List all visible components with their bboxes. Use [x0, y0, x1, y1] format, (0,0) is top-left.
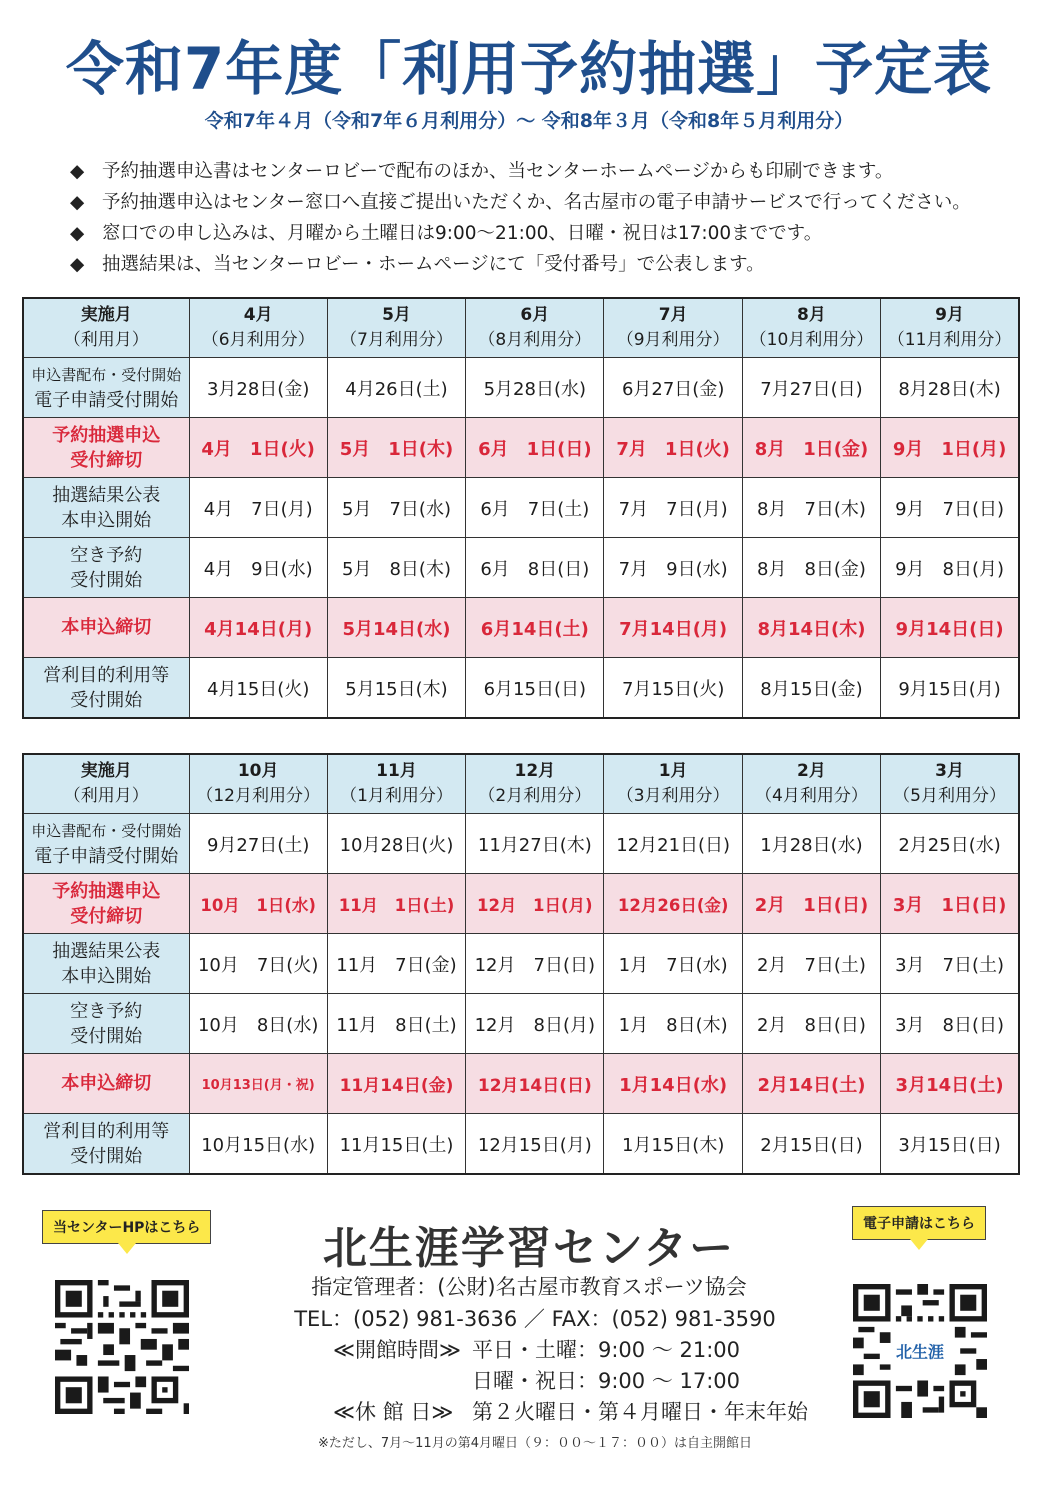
table-cell: 6月14日(土)	[466, 598, 604, 658]
table-cell: 1月 8日(木)	[604, 994, 742, 1054]
table-cell: 9月 1日(月)	[881, 418, 1019, 478]
month-header: 12月 （2月利用分）	[466, 754, 604, 814]
manager-text: 指定管理者：(公財)名古屋市教育スポーツ協会	[311, 1275, 747, 1299]
table-cell: 7月15日(火)	[604, 658, 742, 719]
table-cell: 10月15日(水)	[189, 1114, 327, 1175]
table-cell: 8月15日(金)	[742, 658, 880, 719]
month-header: 3月 （5月利用分）	[881, 754, 1019, 814]
month-header: 6月 （8月利用分）	[466, 298, 604, 358]
note-item: ◆ 抽選結果は、当センターロビー・ホームページにて「受付番号」で公表します。	[70, 249, 1030, 280]
table-cell: 10月13日(月・祝)	[189, 1054, 327, 1114]
month-header: 8月 （10月利用分）	[742, 298, 880, 358]
month-header: 5月 （7月利用分）	[327, 298, 465, 358]
table-row	[23, 1114, 1019, 1175]
table-row	[23, 814, 1019, 874]
table-cell: 10月 8日(水)	[189, 994, 327, 1054]
table-cell: 11月 1日(土)	[327, 874, 465, 934]
table-cell: 11月14日(金)	[327, 1054, 465, 1114]
table-cell: 11月15日(土)	[327, 1114, 465, 1175]
month-header: 7月 （9月利用分）	[604, 298, 742, 358]
table-cell: 8月28日(木)	[881, 358, 1019, 418]
table-cell: 6月 8日(日)	[466, 538, 604, 598]
table-cell: 1月28日(水)	[742, 814, 880, 874]
hours-weekday: 平日・土曜：9:00 ～ 21:00	[472, 1338, 741, 1362]
table-cell: 10月28日(火)	[327, 814, 465, 874]
row-label: 本申込締切	[23, 1054, 189, 1114]
month-header: 4月 （6月利用分）	[189, 298, 327, 358]
diamond-bullet-icon: ◆	[70, 192, 85, 213]
table-cell: 2月 1日(日)	[742, 874, 880, 934]
table-cell: 2月14日(土)	[742, 1054, 880, 1114]
table-cell: 4月 7日(月)	[189, 478, 327, 538]
table-cell: 4月 9日(水)	[189, 538, 327, 598]
hours-label: ≪開館時間≫	[333, 1338, 461, 1362]
table-cell: 11月 8日(土)	[327, 994, 465, 1054]
diamond-bullet-icon: ◆	[70, 223, 85, 244]
table-cell: 3月 1日(日)	[881, 874, 1019, 934]
row-label: 予約抽選申込 受付締切	[23, 418, 189, 478]
table-cell: 4月15日(火)	[189, 658, 327, 719]
table-cell: 7月27日(日)	[742, 358, 880, 418]
table-cell: 5月15日(木)	[327, 658, 465, 719]
row-label: 空き予約 受付開始	[23, 994, 189, 1054]
table-cell: 3月28日(金)	[189, 358, 327, 418]
table-row	[23, 478, 1019, 538]
row-label: 予約抽選申込 受付締切	[23, 874, 189, 934]
table-cell: 8月 8日(金)	[742, 538, 880, 598]
table-cell: 5月14日(水)	[327, 598, 465, 658]
table-cell: 1月14日(水)	[604, 1054, 742, 1114]
table-header-row	[23, 754, 1019, 814]
table-row	[23, 658, 1019, 719]
table-row-highlight	[23, 598, 1019, 658]
table-row-highlight	[23, 418, 1019, 478]
table-cell: 7月14日(月)	[604, 598, 742, 658]
table-cell: 3月14日(土)	[881, 1054, 1019, 1114]
table-cell: 2月25日(水)	[881, 814, 1019, 874]
closed-days: 第２火曜日・第４月曜日・年末年始	[472, 1400, 808, 1424]
table-cell: 2月 7日(土)	[742, 934, 880, 994]
month-header: 2月 （4月利用分）	[742, 754, 880, 814]
row-label: 申込書配布・受付開始 電子申請受付開始	[23, 358, 189, 418]
table-cell: 2月15日(日)	[742, 1114, 880, 1175]
table-cell: 10月 7日(火)	[189, 934, 327, 994]
table-cell: 5月 7日(水)	[327, 478, 465, 538]
table-row	[23, 994, 1019, 1054]
table-row-highlight	[23, 1054, 1019, 1114]
table-cell: 12月 1日(月)	[466, 874, 604, 934]
table-cell: 9月 8日(月)	[881, 538, 1019, 598]
table-cell: 7月 7日(月)	[604, 478, 742, 538]
row-label: 抽選結果公表 本申込開始	[23, 934, 189, 994]
table-cell: 6月 1日(日)	[466, 418, 604, 478]
schedule-table-first-half	[22, 297, 1020, 719]
corner-header: 実施月 （利用月）	[23, 754, 189, 814]
diamond-bullet-icon: ◆	[70, 161, 85, 182]
row-label: 営利目的利用等 受付開始	[23, 1114, 189, 1175]
row-label: 空き予約 受付開始	[23, 538, 189, 598]
table-cell: 1月15日(木)	[604, 1114, 742, 1175]
table-cell: 7月 1日(火)	[604, 418, 742, 478]
table-cell: 12月14日(日)	[466, 1054, 604, 1114]
table-cell: 9月15日(月)	[881, 658, 1019, 719]
table-cell: 4月26日(土)	[327, 358, 465, 418]
table-cell: 12月15日(月)	[466, 1114, 604, 1175]
table-cell: 12月 8日(月)	[466, 994, 604, 1054]
table-cell: 11月 7日(金)	[327, 934, 465, 994]
corner-header: 実施月 （利用月）	[23, 298, 189, 358]
note-item: ◆ 予約抽選申込書はセンターロビーで配布のほか、当センターホームページからも印刷できます。	[70, 156, 1030, 187]
table-cell: 6月27日(金)	[604, 358, 742, 418]
notes-list	[70, 156, 1030, 280]
row-label: 本申込締切	[23, 598, 189, 658]
table-cell: 7月 9日(水)	[604, 538, 742, 598]
table-cell: 4月14日(月)	[189, 598, 327, 658]
hours-holiday: 日曜・祝日：9:00 ～ 17:00	[472, 1369, 741, 1393]
row-label: 抽選結果公表 本申込開始	[23, 478, 189, 538]
table-cell: 9月27日(土)	[189, 814, 327, 874]
table-cell: 6月15日(日)	[466, 658, 604, 719]
contact-text: TEL：(052) 981-3636 ／ FAX：(052) 981-3590	[294, 1307, 776, 1331]
diamond-bullet-icon: ◆	[70, 254, 85, 275]
table-cell: 12月 7日(日)	[466, 934, 604, 994]
month-header: 9月 （11月利用分）	[881, 298, 1019, 358]
table-cell: 3月15日(日)	[881, 1114, 1019, 1175]
table-cell: 5月28日(水)	[466, 358, 604, 418]
month-header: 10月 （12月利用分）	[189, 754, 327, 814]
closed-label: ≪休 館 日≫	[333, 1400, 454, 1424]
table-row-highlight	[23, 874, 1019, 934]
table-cell: 9月 7日(日)	[881, 478, 1019, 538]
page-subtitle: 令和7年４月（令和7年６月利用分）～ 令和8年３月（令和8年５月利用分）	[204, 110, 854, 132]
month-header: 11月 （1月利用分）	[327, 754, 465, 814]
page-title: 令和7年度「利用予約抽選」予定表	[65, 35, 993, 103]
table-cell: 3月 8日(日)	[881, 994, 1019, 1054]
row-label: 申込書配布・受付開始 電子申請受付開始	[23, 814, 189, 874]
table-cell: 9月14日(日)	[881, 598, 1019, 658]
table-cell: 6月 7日(土)	[466, 478, 604, 538]
table-cell: 3月 7日(土)	[881, 934, 1019, 994]
table-cell: 12月26日(金)	[604, 874, 742, 934]
qr-center-label: 北生涯	[892, 1339, 948, 1364]
table-cell: 11月27日(木)	[466, 814, 604, 874]
table-cell: 2月 8日(日)	[742, 994, 880, 1054]
table-cell: 8月14日(木)	[742, 598, 880, 658]
row-label: 営利目的利用等 受付開始	[23, 658, 189, 719]
table-cell: 12月21日(日)	[604, 814, 742, 874]
table-cell: 8月 7日(木)	[742, 478, 880, 538]
note-item: ◆ 予約抽選申込はセンター窓口へ直接ご提出いただくか、名古屋市の電子申請サービスで行ってください。	[70, 187, 1030, 218]
hp-link-tag[interactable]: 当センターHPはこちら	[42, 1210, 211, 1244]
schedule-table-second-half	[22, 753, 1020, 1175]
table-header-row	[23, 298, 1019, 358]
e-application-link-tag[interactable]: 電子申請はこちら	[852, 1206, 986, 1240]
table-row	[23, 934, 1019, 994]
table-row	[23, 538, 1019, 598]
month-header: 1月 （3月利用分）	[604, 754, 742, 814]
table-row	[23, 358, 1019, 418]
table-cell: 5月 1日(木)	[327, 418, 465, 478]
table-cell: 8月 1日(金)	[742, 418, 880, 478]
table-cell: 5月 8日(木)	[327, 538, 465, 598]
table-cell: 1月 7日(水)	[604, 934, 742, 994]
center-name: 北生涯学習センター	[322, 1223, 736, 1274]
table-cell: 4月 1日(火)	[189, 418, 327, 478]
table-cell: 10月 1日(水)	[189, 874, 327, 934]
note-item: ◆ 窓口での申し込みは、月曜から土曜日は9:00～21:00、日曜・祝日は17:00までです。	[70, 218, 1030, 249]
footnote: ※ただし、7月～11月の第4月曜日（９：００～１７：００）は自主開館日	[318, 1436, 752, 1451]
